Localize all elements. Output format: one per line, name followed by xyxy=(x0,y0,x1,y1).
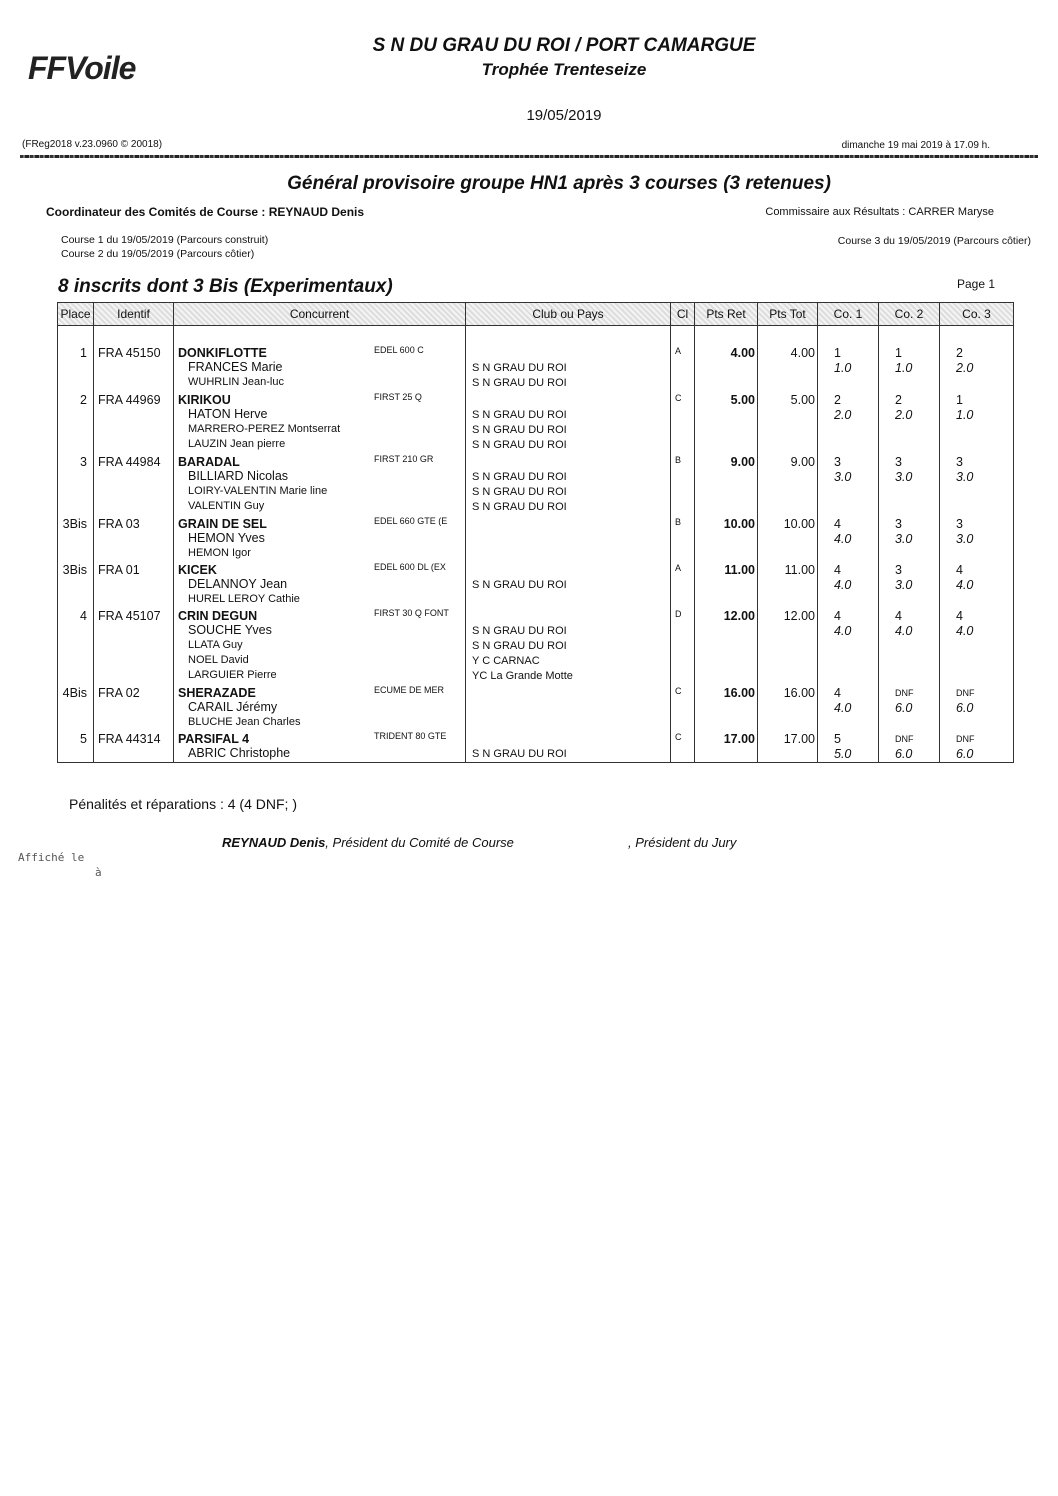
points-retained: 4.00 xyxy=(730,346,755,360)
points-retained: 12.00 xyxy=(723,609,755,623)
club xyxy=(466,346,670,361)
race-2-rank: 1 xyxy=(895,346,902,360)
crew-member: ABRIC Christophe xyxy=(188,746,291,760)
race-1-points: 3.0 xyxy=(834,470,852,484)
race-2-points: 3.0 xyxy=(895,578,913,592)
race-2-points: 6.0 xyxy=(895,747,913,761)
col-co2: Co. 2 xyxy=(879,303,940,326)
posted-on: Affiché le xyxy=(18,851,85,864)
course-3: Course 3 du 19/05/2019 (Parcours côtier) xyxy=(837,235,1031,247)
race-1-rank: 5 xyxy=(834,732,841,746)
sail-number: FRA 45107 xyxy=(98,609,161,623)
ffvoile-logo: FFVoile xyxy=(28,50,136,86)
crew-member: DELANNOY Jean xyxy=(188,577,288,591)
boat-name: PARSIFAL 4 xyxy=(178,732,250,746)
table-row xyxy=(58,515,1014,561)
software-version: (FReg2018 v.23.0960 © 20018) xyxy=(22,139,163,150)
club: S N GRAU DU ROI xyxy=(472,362,567,374)
col-co3: Co. 3 xyxy=(940,303,1014,326)
club: S N GRAU DU ROI xyxy=(472,439,567,451)
points-total: 12.00 xyxy=(783,609,815,623)
boat-type: TRIDENT 80 GTE xyxy=(374,731,447,741)
points-retained: 11.00 xyxy=(724,563,755,577)
place: 1 xyxy=(80,346,87,360)
boat-name: SHERAZADE xyxy=(178,686,256,700)
race-3-points: 4.0 xyxy=(956,578,974,592)
jury-signature: , Président du Jury xyxy=(628,835,737,850)
crew-member: HATON Herve xyxy=(188,407,268,421)
table-row xyxy=(58,344,1014,391)
club-title: S N DU GRAU DU ROI / PORT CAMARGUE xyxy=(372,35,756,56)
col-identif: Identif xyxy=(94,303,174,326)
race-3-rank: 4 xyxy=(956,563,963,577)
crew-member: LAUZIN Jean pierre xyxy=(188,438,286,450)
table-row xyxy=(58,730,1014,763)
race-2-rank: DNF xyxy=(895,734,914,744)
points-retained: 17.00 xyxy=(723,732,755,746)
print-timestamp: dimanche 19 mai 2019 à 17.09 h. xyxy=(841,140,990,151)
club: S N GRAU DU ROI xyxy=(472,579,567,591)
sail-number: FRA 44969 xyxy=(98,393,161,407)
points-total: 4.00 xyxy=(790,346,815,360)
race-1-points: 4.0 xyxy=(834,578,852,592)
club: S N GRAU DU ROI xyxy=(472,409,567,421)
crew-member: SOUCHE Yves xyxy=(188,623,272,637)
crew-member: HEMON Yves xyxy=(188,531,265,545)
race-2-rank: 3 xyxy=(895,517,902,531)
crew-member: BLUCHE Jean Charles xyxy=(188,716,301,728)
place: 3Bis xyxy=(62,563,87,577)
col-co1: Co. 1 xyxy=(818,303,879,326)
boat-name: KIRIKOU xyxy=(178,393,231,407)
page-number: Page 1 xyxy=(957,277,996,291)
points-total: 10.00 xyxy=(783,517,815,531)
coordinator: Coordinateur des Comités de Course : REYNAUD Denis xyxy=(46,205,365,219)
race-3-points: 4.0 xyxy=(956,624,974,638)
penalties: Pénalités et réparations : 4 (4 DNF; ) xyxy=(69,796,297,812)
club xyxy=(466,563,670,578)
race-2-points: 4.0 xyxy=(895,624,913,638)
club: S N GRAU DU ROI xyxy=(472,748,567,760)
race-2-points: 1.0 xyxy=(895,361,913,375)
race-1-rank: 4 xyxy=(834,686,841,700)
race-2-rank: 4 xyxy=(895,609,902,623)
posting-stamp xyxy=(18,850,102,880)
crew-member: FRANCES Marie xyxy=(188,360,283,374)
race-3-points: 3.0 xyxy=(956,532,974,546)
race-1-rank: 4 xyxy=(834,609,841,623)
club: YC La Grande Motte xyxy=(472,670,573,682)
col-place: Place xyxy=(58,303,94,326)
race-2-rank: 3 xyxy=(895,455,902,469)
race-3-points: 2.0 xyxy=(956,361,974,375)
crew-member: LLATA Guy xyxy=(188,639,243,651)
race-3-rank: DNF xyxy=(956,688,975,698)
club: S N GRAU DU ROI xyxy=(472,424,567,436)
crew-member: BILLIARD Nicolas xyxy=(188,469,289,483)
race-3-rank: 3 xyxy=(956,517,963,531)
place: 4 xyxy=(80,609,87,623)
race-3-points: 6.0 xyxy=(956,747,974,761)
crew-member: CARAIL Jérémy xyxy=(188,700,278,714)
crew-member: VALENTIN Guy xyxy=(188,500,265,512)
race-committee-signature xyxy=(222,835,514,850)
header-rule xyxy=(20,155,1038,158)
place: 2 xyxy=(80,393,87,407)
col-pts-ret: Pts Ret xyxy=(695,303,758,326)
race-3-rank: 1 xyxy=(956,393,963,407)
boat-type: FIRST 25 Q xyxy=(374,392,422,402)
race-1-points: 4.0 xyxy=(834,624,852,638)
race-2-rank: DNF xyxy=(895,688,914,698)
boat-type: ECUME DE MER xyxy=(374,685,445,695)
boat-type: EDEL 600 DL (EX xyxy=(374,562,446,572)
boat-name: GRAIN DE SEL xyxy=(178,517,267,531)
sail-number: FRA 02 xyxy=(98,686,140,700)
class: D xyxy=(675,609,682,619)
class: C xyxy=(675,686,682,696)
crew-member: WUHRLIN Jean-luc xyxy=(188,376,284,388)
race-1-rank: 4 xyxy=(834,563,841,577)
trophy-subtitle: Trophée Trenteseize xyxy=(481,60,647,79)
col-club: Club ou Pays xyxy=(466,303,671,326)
club xyxy=(466,393,670,408)
results-table xyxy=(57,302,1014,763)
race-3-points: 1.0 xyxy=(956,408,974,422)
boat-name: BARADAL xyxy=(178,455,240,469)
club: S N GRAU DU ROI xyxy=(472,625,567,637)
table-row xyxy=(58,391,1014,453)
place: 5 xyxy=(80,732,87,746)
table-row xyxy=(58,684,1014,730)
crew-member: LARGUIER Pierre xyxy=(188,669,277,681)
crew-member: MARRERO-PEREZ Montserrat xyxy=(188,423,341,435)
boat-type: EDEL 600 C xyxy=(374,345,424,355)
race-3-points: 3.0 xyxy=(956,470,974,484)
points-retained: 9.00 xyxy=(730,455,755,469)
club: S N GRAU DU ROI xyxy=(472,471,567,483)
sail-number: FRA 03 xyxy=(98,517,140,531)
race-2-points: 3.0 xyxy=(895,470,913,484)
boat-name: KICEK xyxy=(178,563,217,577)
race-1-rank: 1 xyxy=(834,346,841,360)
signature-name: REYNAUD Denis xyxy=(222,835,326,850)
table-row xyxy=(58,453,1014,515)
table-row xyxy=(58,561,1014,607)
race-1-rank: 3 xyxy=(834,455,841,469)
race-3-rank: 3 xyxy=(956,455,963,469)
class: C xyxy=(675,393,682,403)
sail-number: FRA 44984 xyxy=(98,455,161,469)
club xyxy=(466,609,670,624)
place: 3Bis xyxy=(62,517,87,531)
place: 3 xyxy=(80,455,87,469)
entries-count: 8 inscrits dont 3 Bis (Experimentaux) xyxy=(58,276,393,297)
class: C xyxy=(675,732,682,742)
club: S N GRAU DU ROI xyxy=(472,501,567,513)
race-3-rank: DNF xyxy=(956,734,975,744)
sail-number: FRA 44314 xyxy=(98,732,161,746)
points-total: 5.00 xyxy=(790,393,815,407)
club: Y C CARNAC xyxy=(472,655,540,667)
col-concurrent: Concurrent xyxy=(174,303,466,326)
results-commissioner: Commissaire aux Résultats : CARRER Maryse xyxy=(765,206,994,218)
class: A xyxy=(675,346,682,356)
table-row xyxy=(58,607,1014,684)
race-1-points: 5.0 xyxy=(834,747,852,761)
spacer-row xyxy=(58,326,1014,345)
table-header-row xyxy=(58,303,1014,326)
race-2-points: 2.0 xyxy=(895,408,913,422)
sail-number: FRA 01 xyxy=(98,563,140,577)
club xyxy=(466,732,670,747)
race-2-points: 6.0 xyxy=(895,701,913,715)
club: S N GRAU DU ROI xyxy=(472,377,567,389)
race-1-points: 4.0 xyxy=(834,532,852,546)
crew-member: HUREL LEROY Cathie xyxy=(188,593,300,605)
boat-name: DONKIFLOTTE xyxy=(178,346,267,360)
race-2-rank: 2 xyxy=(895,393,902,407)
points-total: 16.00 xyxy=(783,686,815,700)
standings-title: Général provisoire groupe HN1 après 3 courses (3 retenues) xyxy=(287,173,831,194)
crew-member: HEMON Igor xyxy=(188,547,251,559)
class: A xyxy=(675,563,682,573)
race-1-rank: 4 xyxy=(834,517,841,531)
crew-member: NOEL David xyxy=(188,654,249,666)
race-3-points: 6.0 xyxy=(956,701,974,715)
boat-type: FIRST 30 Q FONT xyxy=(374,608,449,618)
course-2: Course 2 du 19/05/2019 (Parcours côtier) xyxy=(61,248,255,260)
points-total: 11.00 xyxy=(784,563,815,577)
points-total: 17.00 xyxy=(783,732,815,746)
boat-type: FIRST 210 GR xyxy=(374,454,434,464)
boat-name: CRIN DEGUN xyxy=(178,609,258,623)
race-3-rank: 2 xyxy=(956,346,963,360)
class: B xyxy=(675,455,682,465)
points-retained: 5.00 xyxy=(730,393,755,407)
race-1-points: 4.0 xyxy=(834,701,852,715)
race-3-rank: 4 xyxy=(956,609,963,623)
place: 4Bis xyxy=(62,686,87,700)
header-date: 19/05/2019 xyxy=(526,107,602,124)
crew-member: LOIRY-VALENTIN Marie line xyxy=(188,485,328,497)
signature-role: , Président du Comité de Course xyxy=(325,835,514,850)
posted-at: à xyxy=(95,866,102,879)
sail-number: FRA 45150 xyxy=(98,346,161,360)
race-1-points: 1.0 xyxy=(834,361,852,375)
race-2-points: 3.0 xyxy=(895,532,913,546)
col-cl: Cl xyxy=(671,303,695,326)
boat-type: EDEL 660 GTE (E xyxy=(374,516,448,526)
col-pts-tot: Pts Tot xyxy=(758,303,818,326)
race-2-rank: 3 xyxy=(895,563,902,577)
race-1-rank: 2 xyxy=(834,393,841,407)
club: S N GRAU DU ROI xyxy=(472,640,567,652)
club xyxy=(466,455,670,470)
points-retained: 16.00 xyxy=(723,686,755,700)
class: B xyxy=(675,517,682,527)
points-total: 9.00 xyxy=(790,455,815,469)
course-1: Course 1 du 19/05/2019 (Parcours construit) xyxy=(61,234,269,246)
club: S N GRAU DU ROI xyxy=(472,486,567,498)
points-retained: 10.00 xyxy=(723,517,755,531)
race-1-points: 2.0 xyxy=(834,408,852,422)
